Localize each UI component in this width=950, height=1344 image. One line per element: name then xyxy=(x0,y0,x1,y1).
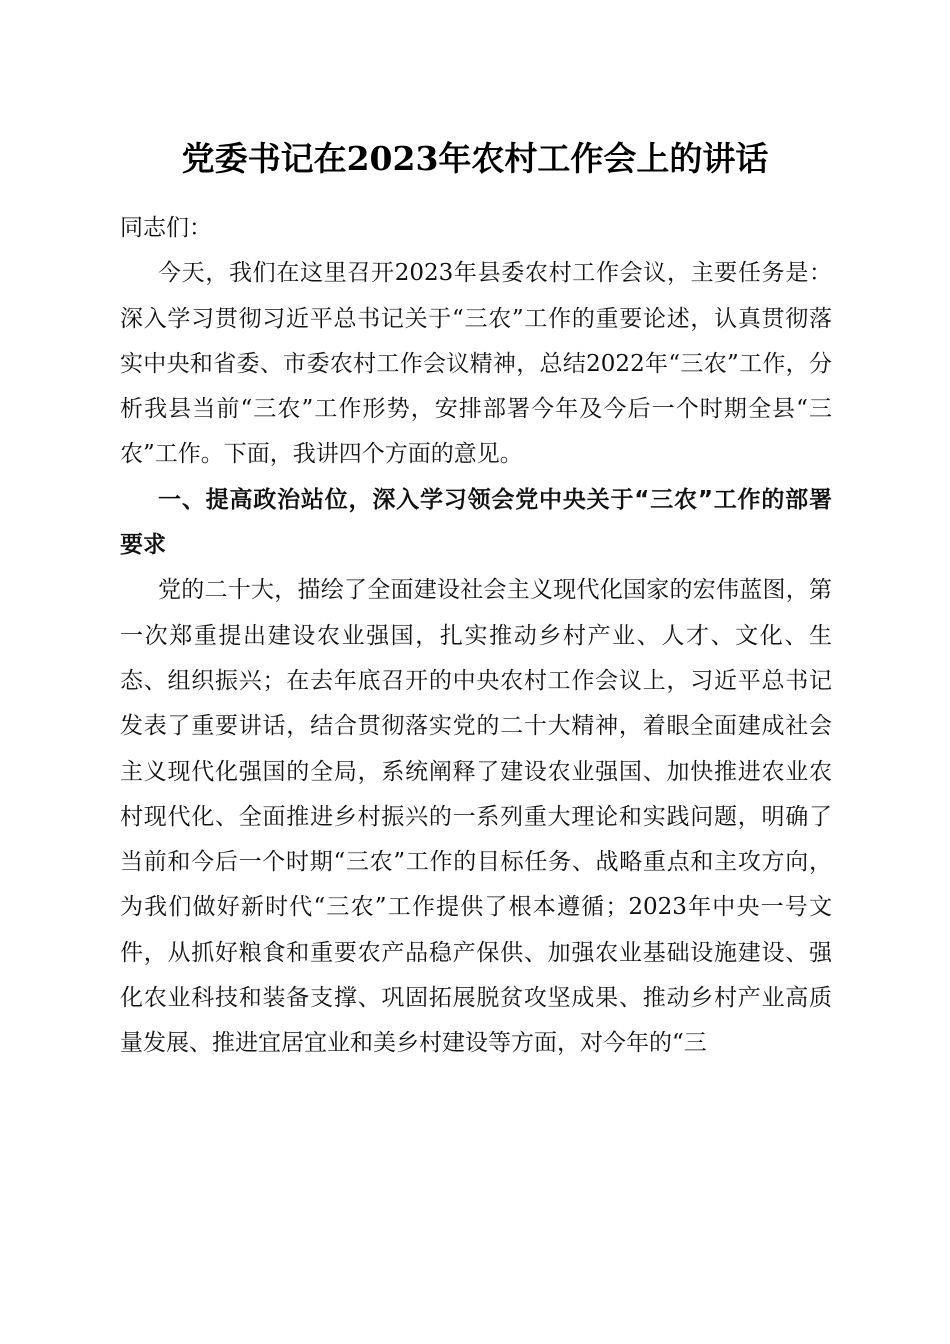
intro-paragraph: 今天，我们在这里召开2023年县委农村工作会议，主要任务是：深入学习贯彻习近平总书记关于“三农”工作的重要论述，认真贯彻落实中央和省委、市委农村工作会议精神，总结2022年“三农”工作，分析我县当前“三农”工作形势，安排部署今年及今后一个时期全县“三农”工作。下面，我讲四个方面的意见。 xyxy=(120,260,832,468)
document-body xyxy=(120,206,832,1067)
page-title: 党委书记在2023年农村工作会上的讲话 xyxy=(181,139,769,178)
section-heading: 一、提高政治站位，深入学习领会党中央关于“三农”工作的部署要求 xyxy=(120,486,832,559)
section-paragraph: 党的二十大，描绘了全面建设社会主义现代化国家的宏伟蓝图，第一次郑重提出建设农业强国，扎实推动乡村产业、人才、文化、生态、组织振兴；在去年底召开的中央农村工作会议上，习近平总书记发表了重要讲话，结合贯彻落实党的二十大精神，着眼全面建成社会主义现代化强国的全局，系统阐释了建设农业强国、加快推进农业农村现代化、全面推进乡村振兴的一系列重大理论和实践问题，明确了当前和今后一个时期“三农”工作的目标任务、战略重点和主攻方向，为我们做好新时代“三农”工作提供了根本遵循；2023年中央一号文件，从抓好粮食和重要农产品稳产保供、加强农业基础设施建设、强化农业科技和装备支撑、巩固拓展脱贫攻坚成果、推动乡村产业高质量发展、推进宜居宜业和美乡村建设等方面，对今年的“三 xyxy=(120,577,832,1057)
salutation: 同志们： xyxy=(120,215,212,241)
